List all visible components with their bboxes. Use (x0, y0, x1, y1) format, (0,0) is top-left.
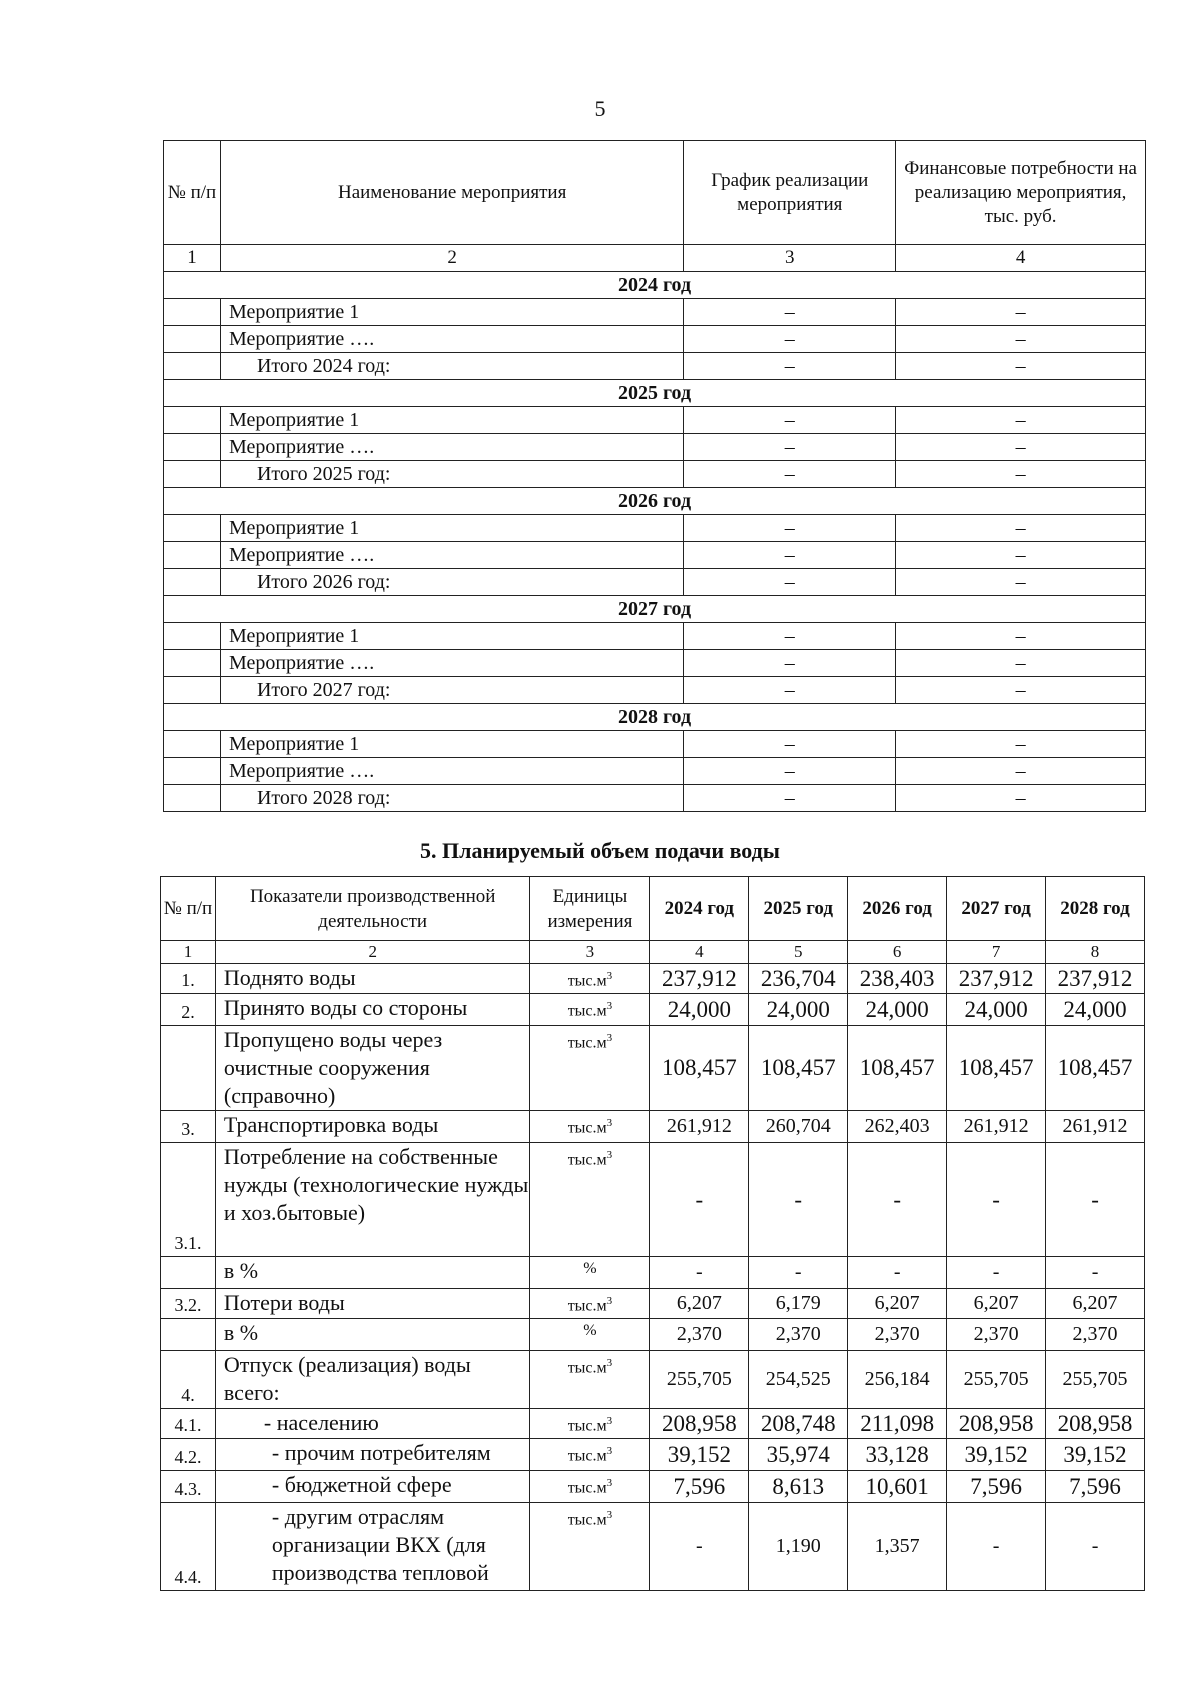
year-label: 2025 год (164, 380, 1146, 407)
unit-text: тыс.м (567, 1002, 607, 1020)
year-value: 6,179 (749, 1289, 848, 1319)
table-row (161, 1409, 1145, 1439)
table-row (164, 758, 1146, 785)
unit-exponent: 3 (606, 1415, 613, 1427)
table-row (164, 731, 1146, 758)
row-num-cell (164, 353, 221, 380)
activity-name: Итого 2024 год: (220, 353, 683, 380)
row-number: 4.2. (161, 1439, 216, 1471)
activity-name: Мероприятие …. (220, 326, 683, 353)
year-value: 6,207 (947, 1289, 1046, 1319)
indicator-name: - населению (215, 1409, 530, 1439)
header-schedule: График реализации мероприятия (684, 141, 896, 245)
year-label: 2027 год (164, 596, 1146, 623)
row-num-cell (164, 623, 221, 650)
finance-value: – (896, 434, 1146, 461)
unit-exponent: 3 (606, 1445, 613, 1457)
finance-value: – (896, 650, 1146, 677)
header-year: 2024 год (650, 877, 749, 941)
schedule-value: – (684, 353, 896, 380)
row-num-cell (164, 785, 221, 812)
activity-name: Мероприятие …. (220, 434, 683, 461)
header-year: 2025 год (749, 877, 848, 941)
unit-text: % (583, 1322, 597, 1339)
table-row (161, 1026, 1145, 1111)
column-number: 3 (684, 245, 896, 272)
total-row (164, 461, 1146, 488)
year-value: - (947, 1257, 1046, 1289)
column-numbers-row (164, 245, 1146, 272)
unit-text: тыс.м (567, 1297, 607, 1315)
unit-exponent: 3 (606, 1149, 613, 1161)
activity-name: Итого 2028 год: (220, 785, 683, 812)
year-value: 39,152 (947, 1439, 1046, 1471)
year-value: 6,207 (650, 1289, 749, 1319)
unit-cell (530, 1257, 650, 1289)
header-year: 2028 год (1046, 877, 1145, 941)
indicator-name: Транспортировка воды (215, 1111, 530, 1143)
year-value: 24,000 (650, 994, 749, 1026)
table-row (161, 994, 1145, 1026)
table-row (161, 1257, 1145, 1289)
schedule-value: – (684, 569, 896, 596)
unit-text: тыс.м (567, 1447, 607, 1465)
schedule-value: – (684, 515, 896, 542)
year-value: 108,457 (1046, 1026, 1145, 1111)
schedule-value: – (684, 299, 896, 326)
column-number: 1 (164, 245, 221, 272)
year-value: 24,000 (1046, 994, 1145, 1026)
row-num-cell (164, 758, 221, 785)
activity-name: Мероприятие 1 (220, 731, 683, 758)
column-number: 3 (530, 941, 650, 964)
unit-cell (530, 1111, 650, 1143)
year-value: - (1046, 1503, 1145, 1591)
activity-name: Итого 2026 год: (220, 569, 683, 596)
activity-name: Итого 2025 год: (220, 461, 683, 488)
unit-cell (530, 1289, 650, 1319)
unit-exponent: 3 (606, 1032, 613, 1044)
finance-value: – (896, 677, 1146, 704)
year-label: 2028 год (164, 704, 1146, 731)
year-value: 108,457 (749, 1026, 848, 1111)
activities-table (163, 140, 1146, 812)
water-supply-table (160, 876, 1145, 1591)
row-number (161, 1026, 216, 1111)
schedule-value: – (684, 785, 896, 812)
year-value: 8,613 (749, 1471, 848, 1503)
finance-value: – (896, 623, 1146, 650)
year-value: 208,748 (749, 1409, 848, 1439)
row-number: 2. (161, 994, 216, 1026)
year-value: 256,184 (848, 1351, 947, 1409)
year-value: - (947, 1143, 1046, 1257)
year-value: 237,912 (947, 964, 1046, 994)
row-num-cell (164, 434, 221, 461)
indicator-name: - бюджетной сфере (215, 1471, 530, 1503)
year-value: 2,370 (848, 1319, 947, 1351)
activity-name: Мероприятие …. (220, 758, 683, 785)
column-number: 7 (947, 941, 1046, 964)
unit-exponent: 3 (606, 1357, 613, 1369)
year-value: - (1046, 1143, 1145, 1257)
year-value: 236,704 (749, 964, 848, 994)
row-num-cell (164, 407, 221, 434)
column-numbers-row (161, 941, 1145, 964)
table-row (164, 326, 1146, 353)
table-row (164, 407, 1146, 434)
year-label: 2024 год (164, 272, 1146, 299)
year-value: 255,705 (650, 1351, 749, 1409)
header-num: № п/п (164, 141, 221, 245)
unit-text: тыс.м (567, 1511, 607, 1529)
year-value: 24,000 (848, 994, 947, 1026)
year-value: 39,152 (650, 1439, 749, 1471)
year-value: 261,912 (1046, 1111, 1145, 1143)
total-row (164, 677, 1146, 704)
indicator-name: - другим отраслям организации ВКХ (для производства тепловой (215, 1503, 530, 1591)
year-value: 108,457 (650, 1026, 749, 1111)
column-number: 8 (1046, 941, 1145, 964)
schedule-value: – (684, 731, 896, 758)
unit-cell (530, 1409, 650, 1439)
year-value: 208,958 (650, 1409, 749, 1439)
table-header-row (161, 877, 1145, 941)
year-value: 238,403 (848, 964, 947, 994)
indicator-name: в % (215, 1319, 530, 1351)
unit-text: тыс.м (567, 1479, 607, 1497)
table-row (164, 299, 1146, 326)
activity-name: Мероприятие 1 (220, 299, 683, 326)
schedule-value: – (684, 326, 896, 353)
row-num-cell (164, 461, 221, 488)
finance-value: – (896, 758, 1146, 785)
finance-value: – (896, 407, 1146, 434)
unit-text: тыс.м (567, 972, 607, 990)
row-num-cell (164, 299, 221, 326)
unit-exponent: 3 (606, 1295, 613, 1307)
year-row (164, 596, 1146, 623)
year-value: 35,974 (749, 1439, 848, 1471)
table-row (161, 1319, 1145, 1351)
row-num-cell (164, 542, 221, 569)
year-value: 7,596 (947, 1471, 1046, 1503)
row-num-cell (164, 677, 221, 704)
schedule-value: – (684, 434, 896, 461)
finance-value: – (896, 785, 1146, 812)
year-value: 24,000 (749, 994, 848, 1026)
row-number: 4. (161, 1351, 216, 1409)
year-value: 1,190 (749, 1503, 848, 1591)
header-activity-name: Наименование мероприятия (220, 141, 683, 245)
table-row (164, 515, 1146, 542)
table-row (161, 1471, 1145, 1503)
unit-text: % (583, 1260, 597, 1277)
finance-value: – (896, 353, 1146, 380)
unit-text: тыс.м (567, 1359, 607, 1377)
year-row (164, 488, 1146, 515)
year-value: - (650, 1503, 749, 1591)
year-value: 108,457 (947, 1026, 1046, 1111)
year-value: 1,357 (848, 1503, 947, 1591)
table-row (164, 623, 1146, 650)
year-value: 2,370 (1046, 1319, 1145, 1351)
finance-value: – (896, 731, 1146, 758)
header-num: № п/п (161, 877, 216, 941)
year-value: 6,207 (1046, 1289, 1145, 1319)
year-value: 255,705 (1046, 1351, 1145, 1409)
header-year: 2026 год (848, 877, 947, 941)
unit-exponent: 3 (606, 1117, 613, 1129)
column-number: 4 (896, 245, 1146, 272)
table-row (161, 1111, 1145, 1143)
unit-cell (530, 1143, 650, 1257)
column-number: 2 (220, 245, 683, 272)
finance-value: – (896, 515, 1146, 542)
unit-cell (530, 1471, 650, 1503)
year-value: 108,457 (848, 1026, 947, 1111)
row-number (161, 1257, 216, 1289)
schedule-value: – (684, 758, 896, 785)
header-indicator: Показатели производственной деятельности (215, 877, 530, 941)
column-number: 1 (161, 941, 216, 964)
unit-cell (530, 1026, 650, 1111)
unit-cell (530, 1351, 650, 1409)
unit-cell (530, 1439, 650, 1471)
schedule-value: – (684, 407, 896, 434)
year-value: - (749, 1257, 848, 1289)
row-num-cell (164, 569, 221, 596)
row-number: 3.1. (161, 1143, 216, 1257)
table-row (164, 650, 1146, 677)
activity-name: Мероприятие …. (220, 650, 683, 677)
finance-value: – (896, 569, 1146, 596)
year-row (164, 704, 1146, 731)
year-value: 24,000 (947, 994, 1046, 1026)
row-number (161, 1319, 216, 1351)
unit-text: тыс.м (567, 1119, 607, 1137)
year-value: 2,370 (947, 1319, 1046, 1351)
unit-cell (530, 1503, 650, 1591)
indicator-name: Поднято воды (215, 964, 530, 994)
table-row (164, 542, 1146, 569)
finance-value: – (896, 326, 1146, 353)
year-value: - (947, 1503, 1046, 1591)
total-row (164, 785, 1146, 812)
year-value: 208,958 (947, 1409, 1046, 1439)
row-num-cell (164, 731, 221, 758)
year-value: - (848, 1143, 947, 1257)
schedule-value: – (684, 650, 896, 677)
header-year: 2027 год (947, 877, 1046, 941)
activity-name: Мероприятие …. (220, 542, 683, 569)
header-finance: Финансовые потребности на реализацию мероприятия, тыс. руб. (896, 141, 1146, 245)
unit-exponent: 3 (606, 1477, 613, 1489)
header-unit: Единицы измерения (530, 877, 650, 941)
schedule-value: – (684, 677, 896, 704)
section-title: 5. Планируемый объем подачи воды (420, 838, 780, 863)
year-value: 208,958 (1046, 1409, 1145, 1439)
row-number: 1. (161, 964, 216, 994)
row-num-cell (164, 326, 221, 353)
table-row (161, 964, 1145, 994)
unit-cell (530, 1319, 650, 1351)
unit-exponent: 3 (606, 970, 613, 982)
finance-value: – (896, 299, 1146, 326)
column-number: 4 (650, 941, 749, 964)
year-label: 2026 год (164, 488, 1146, 515)
year-value: 6,207 (848, 1289, 947, 1319)
indicator-name: Потери воды (215, 1289, 530, 1319)
total-row (164, 569, 1146, 596)
row-number: 4.3. (161, 1471, 216, 1503)
year-value: 237,912 (1046, 964, 1145, 994)
schedule-value: – (684, 461, 896, 488)
row-number: 4.4. (161, 1503, 216, 1591)
table-row (161, 1143, 1145, 1257)
unit-text: тыс.м (567, 1151, 607, 1169)
unit-text: тыс.м (567, 1417, 607, 1435)
table-row (161, 1289, 1145, 1319)
year-row (164, 380, 1146, 407)
year-value: 39,152 (1046, 1439, 1145, 1471)
indicator-name: в % (215, 1257, 530, 1289)
activity-name: Итого 2027 год: (220, 677, 683, 704)
column-number: 2 (215, 941, 530, 964)
row-number: 4.1. (161, 1409, 216, 1439)
indicator-name: Пропущено воды через очистные сооружения (справочно) (215, 1026, 530, 1111)
year-value: 254,525 (749, 1351, 848, 1409)
year-value: 262,403 (848, 1111, 947, 1143)
row-num-cell (164, 515, 221, 542)
activity-name: Мероприятие 1 (220, 515, 683, 542)
year-value: 2,370 (749, 1319, 848, 1351)
finance-value: – (896, 461, 1146, 488)
row-number: 3. (161, 1111, 216, 1143)
activity-name: Мероприятие 1 (220, 407, 683, 434)
year-value: - (848, 1257, 947, 1289)
table-row (164, 434, 1146, 461)
indicator-name: Отпуск (реализация) воды всего: (215, 1351, 530, 1409)
year-value: 211,098 (848, 1409, 947, 1439)
year-value: - (1046, 1257, 1145, 1289)
year-value: 260,704 (749, 1111, 848, 1143)
row-num-cell (164, 650, 221, 677)
indicator-name: Потребление на собственные нужды (технологические нужды и хоз.бытовые) (215, 1143, 530, 1257)
unit-exponent: 3 (606, 1000, 613, 1012)
table-row (161, 1439, 1145, 1471)
unit-text: тыс.м (567, 1034, 607, 1052)
unit-cell (530, 964, 650, 994)
year-value: 255,705 (947, 1351, 1046, 1409)
year-value: - (749, 1143, 848, 1257)
schedule-value: – (684, 542, 896, 569)
row-number: 3.2. (161, 1289, 216, 1319)
table-row (161, 1351, 1145, 1409)
year-value: 7,596 (650, 1471, 749, 1503)
activity-name: Мероприятие 1 (220, 623, 683, 650)
year-value: 2,370 (650, 1319, 749, 1351)
year-value: - (650, 1143, 749, 1257)
page-number: 5 (594, 96, 606, 121)
year-value: 237,912 (650, 964, 749, 994)
year-value: 261,912 (947, 1111, 1046, 1143)
indicator-name: Принято воды со стороны (215, 994, 530, 1026)
year-value: 7,596 (1046, 1471, 1145, 1503)
table-row (161, 1503, 1145, 1591)
year-row (164, 272, 1146, 299)
unit-exponent: 3 (606, 1509, 613, 1521)
column-number: 5 (749, 941, 848, 964)
schedule-value: – (684, 623, 896, 650)
finance-value: – (896, 542, 1146, 569)
table-header-row (164, 141, 1146, 245)
total-row (164, 353, 1146, 380)
year-value: 10,601 (848, 1471, 947, 1503)
indicator-name: - прочим потребителям (215, 1439, 530, 1471)
column-number: 6 (848, 941, 947, 964)
year-value: - (650, 1257, 749, 1289)
year-value: 261,912 (650, 1111, 749, 1143)
unit-cell (530, 994, 650, 1026)
year-value: 33,128 (848, 1439, 947, 1471)
